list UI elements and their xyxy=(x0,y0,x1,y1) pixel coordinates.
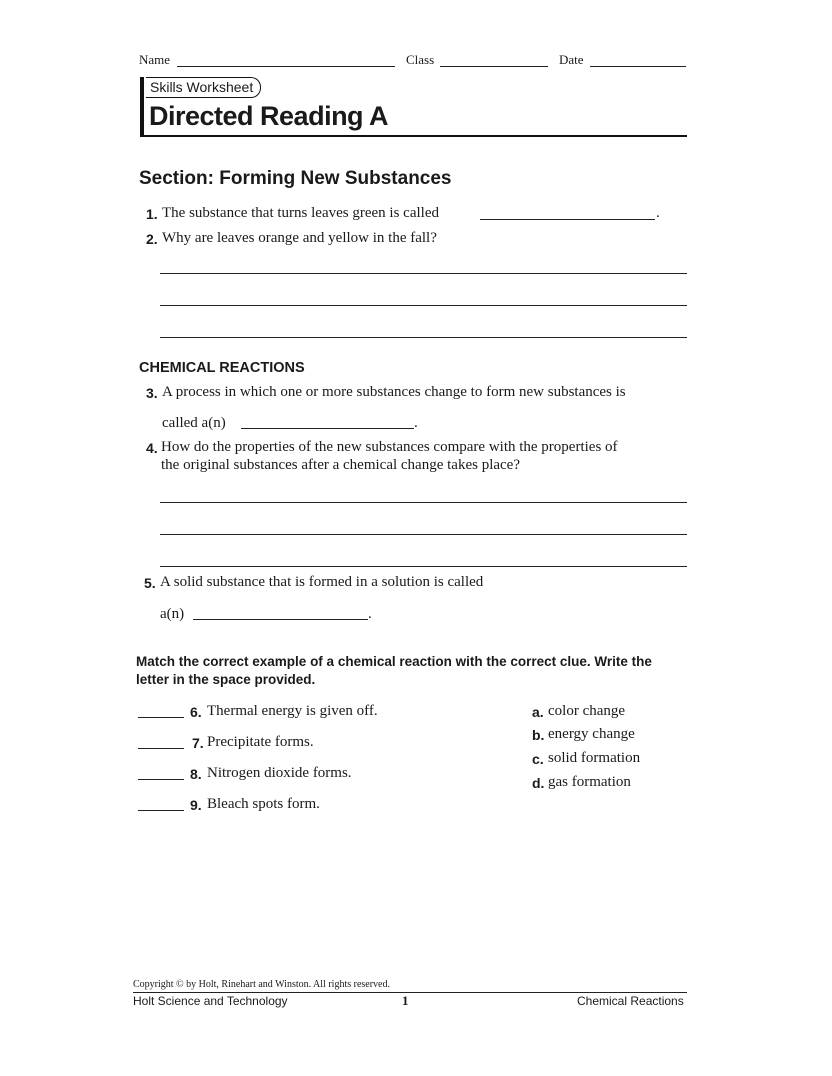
question-3-period: . xyxy=(414,415,418,431)
option-text: color change xyxy=(548,703,626,719)
footer-rule xyxy=(133,992,687,993)
date-label: Date xyxy=(559,52,584,67)
question-5-period: . xyxy=(368,606,372,622)
question-4-answer-line[interactable] xyxy=(160,502,687,503)
question-1-answer[interactable] xyxy=(480,219,655,220)
page-number: 1 xyxy=(402,993,409,1008)
copyright-notice: Copyright © by Holt, Rinehart and Winston. All rights reserved. xyxy=(133,979,390,990)
question-2-answer-line[interactable] xyxy=(160,305,687,306)
question-3-answer[interactable] xyxy=(241,428,414,429)
footer-book-title: Holt Science and Technology xyxy=(133,994,288,1008)
question-number: 5. xyxy=(144,575,156,591)
question-4-text-cont: the original substances after a chemical change takes place? xyxy=(161,457,520,473)
match-item-text: Thermal energy is given off. xyxy=(207,703,378,719)
date-field[interactable] xyxy=(590,66,686,67)
class-label: Class xyxy=(406,52,435,67)
question-number: 1. xyxy=(146,206,158,222)
match-answer-blank[interactable] xyxy=(138,779,184,780)
skills-worksheet-tab: Skills Worksheet xyxy=(146,77,261,98)
chemical-reactions-heading: CHEMICAL REACTIONS xyxy=(139,360,305,376)
match-answer-blank[interactable] xyxy=(138,717,184,718)
option-letter: d. xyxy=(532,775,545,791)
footer-chapter-title: Chemical Reactions xyxy=(577,994,684,1008)
matching-instructions: Match the correct example of a chemical reaction with the correct clue. Write the xyxy=(136,654,652,669)
name-label: Name xyxy=(139,52,171,67)
option-text: solid formation xyxy=(548,750,641,766)
question-3-text-cont: called a(n) xyxy=(162,415,226,431)
question-5-text-cont: a(n) xyxy=(160,606,185,622)
class-field[interactable] xyxy=(440,66,548,67)
option-text: energy change xyxy=(548,726,635,742)
question-3-text: A process in which one or more substances change to form new substances is xyxy=(162,384,626,400)
name-field[interactable] xyxy=(177,66,395,67)
match-answer-blank[interactable] xyxy=(138,810,184,811)
question-4-answer-line[interactable] xyxy=(160,534,687,535)
question-4-answer-line[interactable] xyxy=(160,566,687,567)
question-number: 8. xyxy=(190,766,202,782)
question-4-text: How do the properties of the new substances compare with the properties of xyxy=(161,439,618,455)
question-2-answer-line[interactable] xyxy=(160,337,687,338)
question-1-period: . xyxy=(656,205,660,221)
question-1-text: The substance that turns leaves green is called xyxy=(162,205,439,221)
match-answer-blank[interactable] xyxy=(138,748,184,749)
question-5-text: A solid substance that is formed in a solution is called xyxy=(160,574,484,590)
question-number: 7. xyxy=(192,735,204,751)
title-bar-accent xyxy=(140,77,144,137)
match-item-text: Bleach spots form. xyxy=(207,796,320,812)
title-rule xyxy=(140,135,687,137)
question-number: 9. xyxy=(190,797,202,813)
match-item-text: Precipitate forms. xyxy=(207,734,314,750)
page-title: Directed Reading A xyxy=(149,101,389,131)
question-number: 4. xyxy=(146,440,158,456)
question-number: 3. xyxy=(146,385,158,401)
option-letter: b. xyxy=(532,727,545,743)
option-letter: a. xyxy=(532,704,544,720)
section-title: Section: Forming New Substances xyxy=(139,168,452,189)
match-item-text: Nitrogen dioxide forms. xyxy=(207,765,352,781)
question-number: 2. xyxy=(146,231,158,247)
option-letter: c. xyxy=(532,751,544,767)
question-2-answer-line[interactable] xyxy=(160,273,687,274)
question-2-text: Why are leaves orange and yellow in the fall? xyxy=(162,230,437,246)
option-text: gas formation xyxy=(548,774,631,790)
question-number: 6. xyxy=(190,704,202,720)
matching-instructions-cont: letter in the space provided. xyxy=(136,672,316,687)
question-5-answer[interactable] xyxy=(193,619,368,620)
